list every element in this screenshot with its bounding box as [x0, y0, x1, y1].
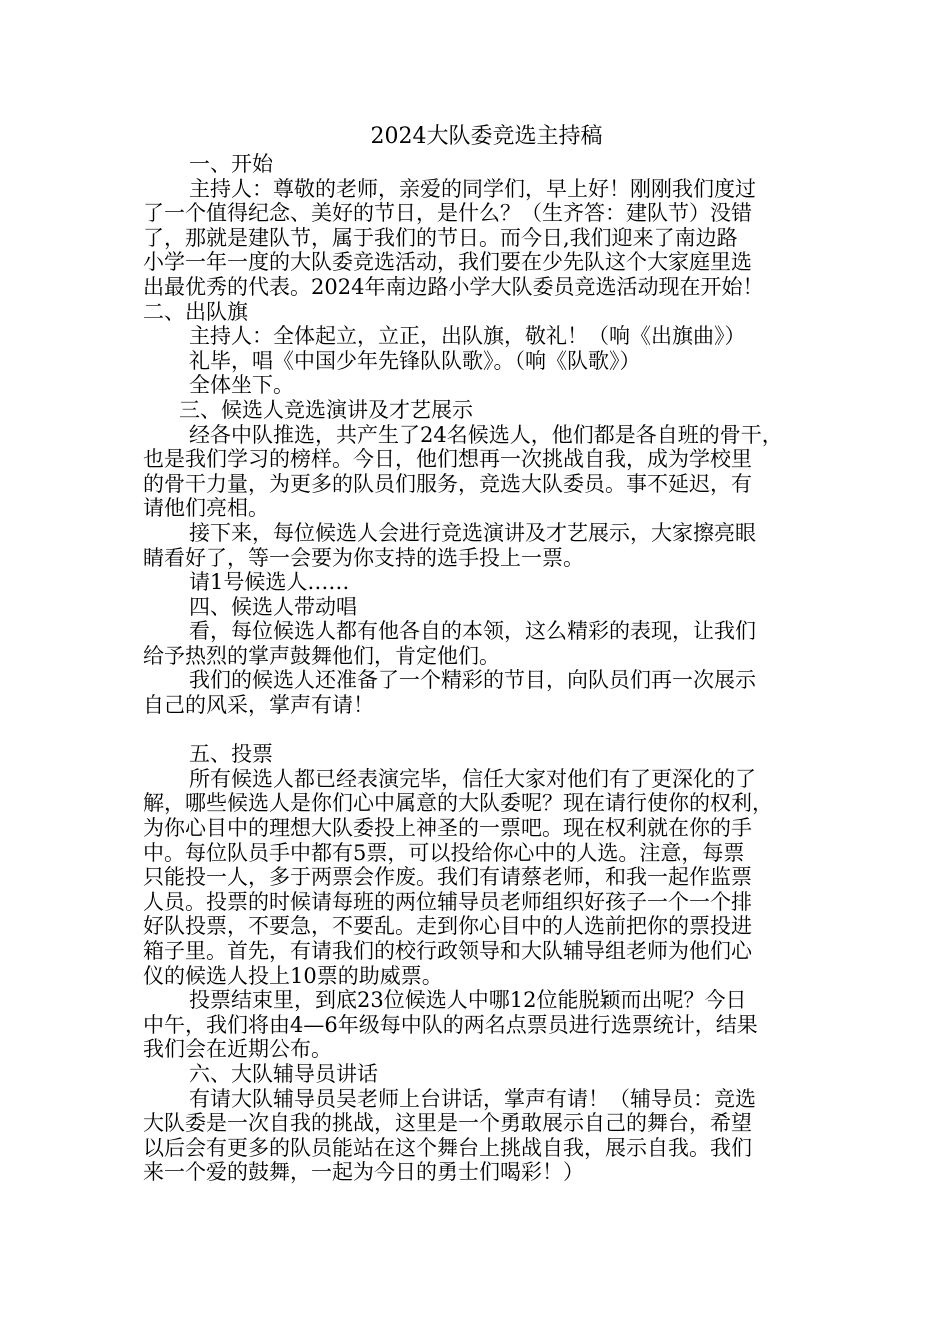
paragraph-line: 主持人：尊敬的老师，亲爱的同学们，早上好！刚刚我们度过: [189, 176, 756, 201]
paragraph-line: 来一个爱的鼓舞，一起为今日的勇士们喝彩！）: [143, 1160, 584, 1185]
paragraph-line: 我们的候选人还准备了一个精彩的节目，向队员们再一次展示: [189, 668, 756, 693]
paragraph-line: 中。每位队员手中都有5票，可以投给你心中的人选。注意，每票: [143, 840, 745, 865]
paragraph-line: 人员。投票的时候请每班的两位辅导员老师组织好孩子一个一个排: [143, 889, 752, 914]
section-heading-vote: 五、投票: [189, 742, 273, 767]
section-heading-start: 一、开始: [189, 152, 273, 176]
paragraph-line: 为你心目中的理想大队委投上神圣的一票吧。现在权利就在你的手: [143, 816, 752, 841]
paragraph-line: 礼毕，唱《中国少年先锋队队歌》。（响《队歌》）: [189, 348, 641, 373]
paragraph-line: 投票结束里，到底23位候选人中哪12位能脱颖而出呢？今日: [189, 988, 747, 1013]
paragraph-line: 了一个值得纪念、美好的节日，是什么？（生齐答：建队节）没错: [143, 201, 752, 226]
section-heading-flag: 二、出队旗: [143, 299, 248, 324]
paragraph-line: 看，每位候选人都有他各自的本领，这么精彩的表现，让我们: [189, 619, 756, 644]
paragraph-line: 大队委是一次自我的挑战，这里是一个勇敢展示自己的舞台，希望: [143, 1111, 752, 1136]
paragraph-line: 所有候选人都已经表演完毕，信任大家对他们有了更深化的了: [189, 766, 756, 791]
document-page: [143, 122, 810, 1185]
paragraph-line: 请1号候选人……: [189, 570, 350, 595]
paragraph-line: 自己的风采，掌声有请！: [143, 693, 374, 718]
paragraph-line: 解，哪些候选人是你们心中属意的大队委呢？现在请行使你的权利，: [143, 791, 773, 816]
paragraph-line: 出最优秀的代表。2024年南边路小学大队委员竞选活动现在开始！: [143, 274, 764, 299]
paragraph-line: 给予热烈的掌声鼓舞他们，肯定他们。: [143, 643, 500, 668]
paragraph-line: 小学一年一度的大队委竞选活动，我们要在少先队这个大家庭里选: [143, 250, 752, 275]
paragraph-line: 睛看好了，等一会要为你支持的选手投上一票。: [143, 545, 584, 570]
paragraph-line: 中午，我们将由4—6年级每中队的两名点票员进行选票统计，结果: [143, 1012, 758, 1037]
paragraph-line: 仪的候选人投上10票的助威票。: [143, 963, 443, 988]
paragraph-line: 了，那就是建队节，属于我们的节日。而今日,我们迎来了南边路: [143, 225, 738, 250]
paragraph-line: 全体坐下。: [189, 373, 294, 398]
paragraph-line: 只能投一人，多于两票会作废。我们有请蔡老师，和我一起作监票: [143, 865, 752, 890]
blank-line: [143, 718, 810, 743]
section-heading-counselor: 六、大队辅导员讲话: [189, 1061, 378, 1086]
paragraph-line: 以后会有更多的队员能站在这个舞台上挑战自我，展示自我。我们: [143, 1135, 752, 1160]
paragraph-line: 箱子里。首先，有请我们的校行政领导和大队辅导组老师为他们心: [143, 939, 752, 963]
paragraph-line: 经各中队推选，共产生了24名候选人，他们都是各自班的骨干，: [189, 422, 783, 447]
paragraph-line: 有请大队辅导员吴老师上台讲话，掌声有请！（辅导员：竞选: [189, 1086, 756, 1111]
section-heading-speech: 三、候选人竞选演讲及才艺展示: [179, 397, 473, 422]
paragraph-line: 请他们亮相。: [143, 496, 269, 521]
paragraph-line: 接下来，每位候选人会进行竞选演讲及才艺展示，大家擦亮眼: [189, 520, 756, 545]
section-heading-sing: 四、候选人带动唱: [189, 594, 357, 619]
paragraph-line: 主持人：全体起立，立正，出队旗，敬礼！（响《出旗曲》）: [189, 324, 746, 349]
paragraph-line: 也是我们学习的榜样。今日，他们想再一次挑战自我，成为学校里: [143, 447, 752, 472]
paragraph-line: 的骨干力量，为更多的队员们服务，竞选大队委员。事不延迟，有: [143, 471, 752, 496]
paragraph-line: 我们会在近期公布。: [143, 1037, 332, 1062]
paragraph-line: 好队投票，不要急，不要乱。走到你心目中的人选前把你的票投进: [143, 914, 752, 939]
document-title: 2024大队委竞选主持稿: [370, 124, 603, 149]
